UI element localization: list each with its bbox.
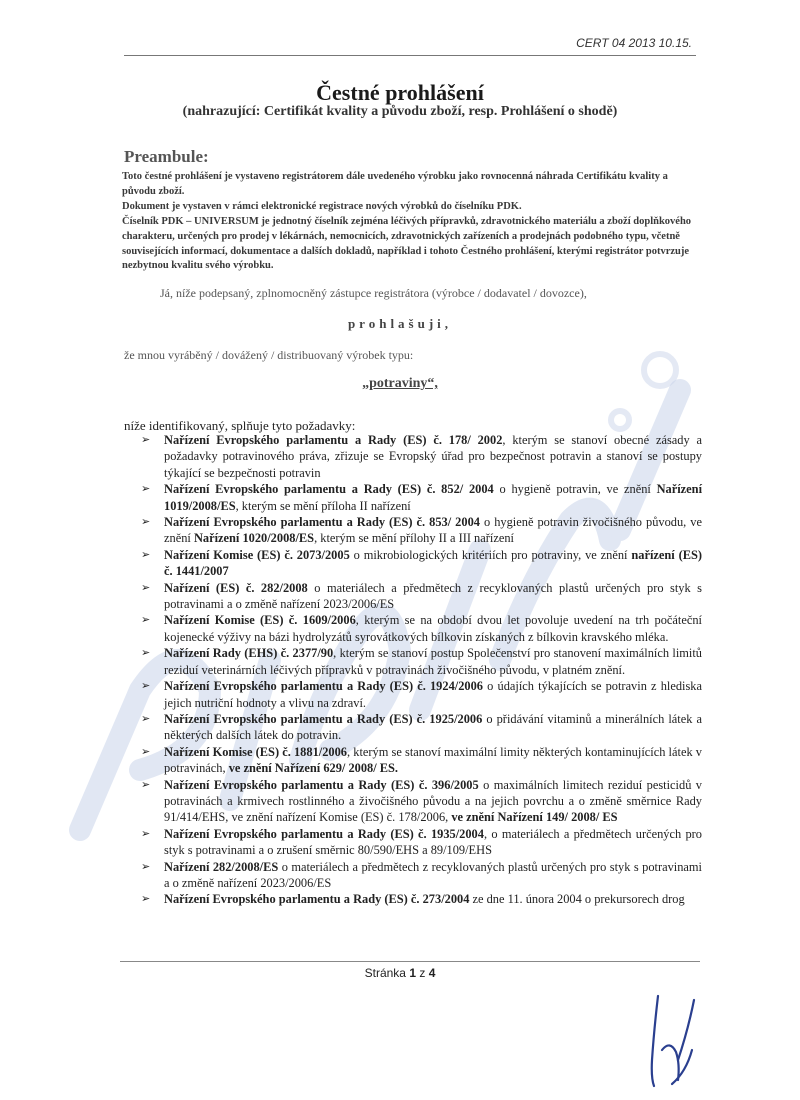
page-separator: z — [419, 966, 426, 980]
regulation-reference: Nařízení Evropského parlamentu a Rady (ES) č. 396/2005 — [164, 777, 479, 792]
regulation-item — [140, 547, 702, 580]
regulation-reference: Nařízení (ES) č. 282/2008 — [164, 580, 308, 595]
regulation-text: , kterým se mění příloha II nařízení — [235, 498, 411, 513]
bullet-arrow-icon: ➢ — [141, 893, 151, 906]
regulation-text: o maximálních limitech reziduí pesticidů v potravinách a krmivech rostlinného a živočišného původu a na jejich povrchu a o změně směrnice Rady 91/414/EHS, ve znění nařízení Komise (ES) č. 178/2006, — [164, 777, 702, 825]
regulation-item — [140, 891, 702, 907]
page-total: 4 — [428, 966, 436, 980]
preamble-text — [122, 170, 698, 274]
document-reference: CERT 04 2013 10.15. — [576, 36, 692, 50]
regulation-reference: Nařízení Komise (ES) č. 1609/2006 — [164, 613, 356, 628]
bullet-arrow-icon: ➢ — [141, 712, 151, 725]
regulation-item — [140, 744, 702, 777]
regulation-text: o materiálech a předmětech z recyklovaných plastů určených pro styk s potravinami a o změně nařízení 2023/2006/ES — [164, 580, 702, 612]
product-line: že mnou vyráběný / dovážený / distribuovaný výrobek typu: — [124, 348, 414, 362]
preamble-paragraph: Toto čestné prohlášení je vystaveno registrátorem dále uvedeného výrobku jako rovnocenná náhrada Certifikátu kvality a původu zboží. — [122, 171, 668, 197]
bullet-arrow-icon: ➢ — [141, 860, 151, 873]
preamble-paragraph: Dokument je vystaven v rámci elektronické registrace nových výrobků do číselníku PDK. — [122, 200, 522, 212]
regulation-reference: Nařízení Evropského parlamentu a Rady (ES) č. 852/ 2004 — [164, 482, 494, 497]
regulation-reference: Nařízení 1019/2008/ES — [164, 482, 703, 513]
page-label: Stránka — [364, 966, 406, 980]
regulation-reference: Nařízení Evropského parlamentu a Rady (ES) č. 1935/2004 — [164, 826, 484, 841]
regulation-text: o materiálech a předmětech z recyklovaných plastů určených pro styk s potravinami a o změně nařízení 2023/2006/ES — [164, 859, 702, 890]
regulation-text: o údajích týkajících se potravin z hlediska jejich nutriční hodnoty a vlivu na zdraví. — [164, 679, 702, 710]
regulation-text: o hygieně potravin živočišného původu, ve znění — [164, 515, 702, 546]
regulation-item — [140, 432, 702, 481]
bullet-arrow-icon: ➢ — [141, 516, 151, 529]
regulation-item — [140, 777, 702, 826]
regulation-text: , kterým se stanoví maximální limity některých kontaminujících látek v potravinách, — [164, 744, 702, 776]
regulation-item — [140, 859, 702, 892]
regulation-reference: nařízení (ES) č. 1441/2007 — [164, 547, 702, 579]
bullet-arrow-icon: ➢ — [141, 680, 151, 693]
regulation-item — [140, 514, 702, 547]
bullet-arrow-icon: ➢ — [141, 647, 151, 660]
bullet-arrow-icon: ➢ — [141, 548, 151, 561]
regulation-item — [140, 580, 702, 613]
regulation-item — [140, 481, 702, 514]
regulation-item — [140, 678, 702, 711]
regulation-reference: Nařízení Komise (ES) č. 1881/2006 — [164, 744, 347, 759]
regulation-item — [140, 826, 702, 859]
handwritten-signature — [632, 990, 712, 1090]
regulation-text: , kterým se na období dvou let povoluje uvedení na trh počáteční kojenecké výživy na bázi hydrolyzátů syrovátkových bílkovin získaných z bílkovin kravského mléka. — [164, 613, 702, 644]
bullet-arrow-icon: ➢ — [141, 614, 151, 627]
regulation-reference: Nařízení Evropského parlamentu a Rady (ES) č. 178/ 2002 — [164, 433, 503, 447]
regulation-text: o přidávání vitaminů a minerálních látek a některých dalších látek do potravin. — [164, 711, 702, 743]
regulation-reference: Nařízení Rady (EHS) č. 2377/90 — [164, 646, 334, 661]
bullet-arrow-icon: ➢ — [141, 778, 151, 791]
regulation-reference: Nařízení Evropského parlamentu a Rady (ES) č. 273/2004 — [164, 892, 470, 907]
declaration-intro: Já, níže podepsaný, zplnomocněný zástupce registrátora (výrobce / dodavatel / dovozce), — [160, 286, 587, 300]
regulation-reference: Nařízení Evropského parlamentu a Rady (ES) č. 853/ 2004 — [164, 515, 480, 530]
regulation-text: o mikrobiologických kritériích pro potraviny, ve znění — [349, 547, 632, 562]
regulation-text: o hygieně potravin, ve znění — [493, 482, 657, 497]
bullet-arrow-icon: ➢ — [141, 581, 151, 594]
regulation-reference: Nařízení Evropského parlamentu a Rady (ES) č. 1924/2006 — [164, 679, 483, 694]
regulation-reference: ve znění Nařízení 629/ 2008/ ES. — [228, 761, 399, 776]
regulation-reference: Nařízení 282/2008/ES — [164, 859, 279, 874]
header-rule — [124, 55, 696, 56]
product-type: „potraviny“, — [362, 376, 438, 391]
page-current: 1 — [409, 966, 416, 980]
regulation-item — [140, 645, 702, 678]
regulation-text: , kterým se mění přílohy II a III nařízení — [314, 531, 514, 546]
regulation-text: , kterým se stanoví obecné zásady a požadavky potravinového práva, zřizuje se Evropský úřad pro bezpečnost potravin a stanoví se postupy týkající se bezpečnosti potravin — [164, 433, 702, 480]
requirements-intro: níže identifikovaný, splňuje tyto požadavky: — [124, 418, 356, 433]
declaration-word: prohlašuji, — [347, 316, 453, 331]
regulation-text: , o materiálech a předmětech určených pro styk s potravinami a o zrušení směrnic 80/590/EHS a 89/109/EHS — [164, 826, 702, 858]
regulations-list — [140, 432, 702, 908]
regulation-reference: Nařízení 1020/2008/ES — [193, 531, 315, 546]
document-title: Čestné prohlášení — [316, 80, 484, 105]
regulation-item — [140, 612, 702, 645]
regulation-reference: ve znění Nařízení 149/ 2008/ ES — [451, 810, 618, 825]
bullet-arrow-icon: ➢ — [141, 745, 151, 758]
footer-rule — [120, 961, 700, 962]
preamble-paragraph: Číselník PDK – UNIVERSUM je jednotný číselník zejména léčivých přípravků, zdravotnického materiálu a zboží doplňkového charakteru, určených pro prodej v lékárnách, nemocnicích, zdravotnických zařízeních a prodejnách podobného typu, včetně souvisejících informací, dokumentace a dalších dokladů, například i tohoto Čestného prohlášení, kterými registrátor potvrzuje nezbytnou kvalitu svého výrobku. — [122, 215, 692, 272]
bullet-arrow-icon: ➢ — [141, 434, 151, 446]
regulation-text: ze dne 11. února 2004 o prekursorech drog — [469, 892, 685, 907]
document-subtitle: (nahrazující: Certifikát kvality a původu zboží, resp. Prohlášení o shodě) — [182, 104, 618, 119]
bullet-arrow-icon: ➢ — [141, 483, 151, 496]
regulation-reference: Nařízení Evropského parlamentu a Rady (ES) č. 1925/2006 — [164, 711, 483, 726]
regulation-item — [140, 711, 702, 744]
page-number — [0, 966, 800, 980]
regulation-text: , kterým se stanoví postup Společenství pro stanovení maximálních limitů reziduí veterinárních léčivých přípravků v potravinách živočišného původu, v platném znění. — [164, 646, 702, 677]
bullet-arrow-icon: ➢ — [141, 827, 151, 840]
regulation-reference: Nařízení Komise (ES) č. 2073/2005 — [164, 547, 350, 562]
preamble-heading: Preambule: — [124, 147, 209, 166]
